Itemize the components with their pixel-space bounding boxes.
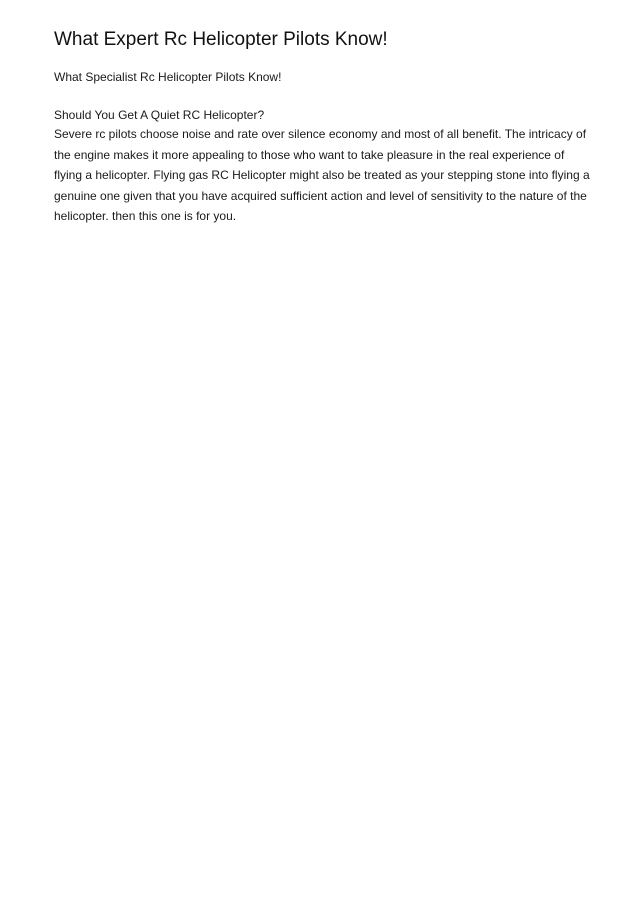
body-paragraph: Severe rc pilots choose noise and rate over silence economy and most of all benefit. The intricacy of the engine makes it more appealing to those who want to take pleasure in the real experience of flying a helicopter. Flying gas RC Helicopter might also be treated as your stepping stone into flying a genuine one given that you have acquired sufficient action and level of sensitivity to the nature of the helicopter. then this one is for you. <box>54 127 590 223</box>
document-subtitle: What Specialist Rc Helicopter Pilots Know! <box>54 70 282 84</box>
section-heading: Should You Get A Quiet RC Helicopter? <box>54 108 265 122</box>
document-content <box>54 28 594 227</box>
document-title: What Expert Rc Helicopter Pilots Know! <box>54 29 388 50</box>
